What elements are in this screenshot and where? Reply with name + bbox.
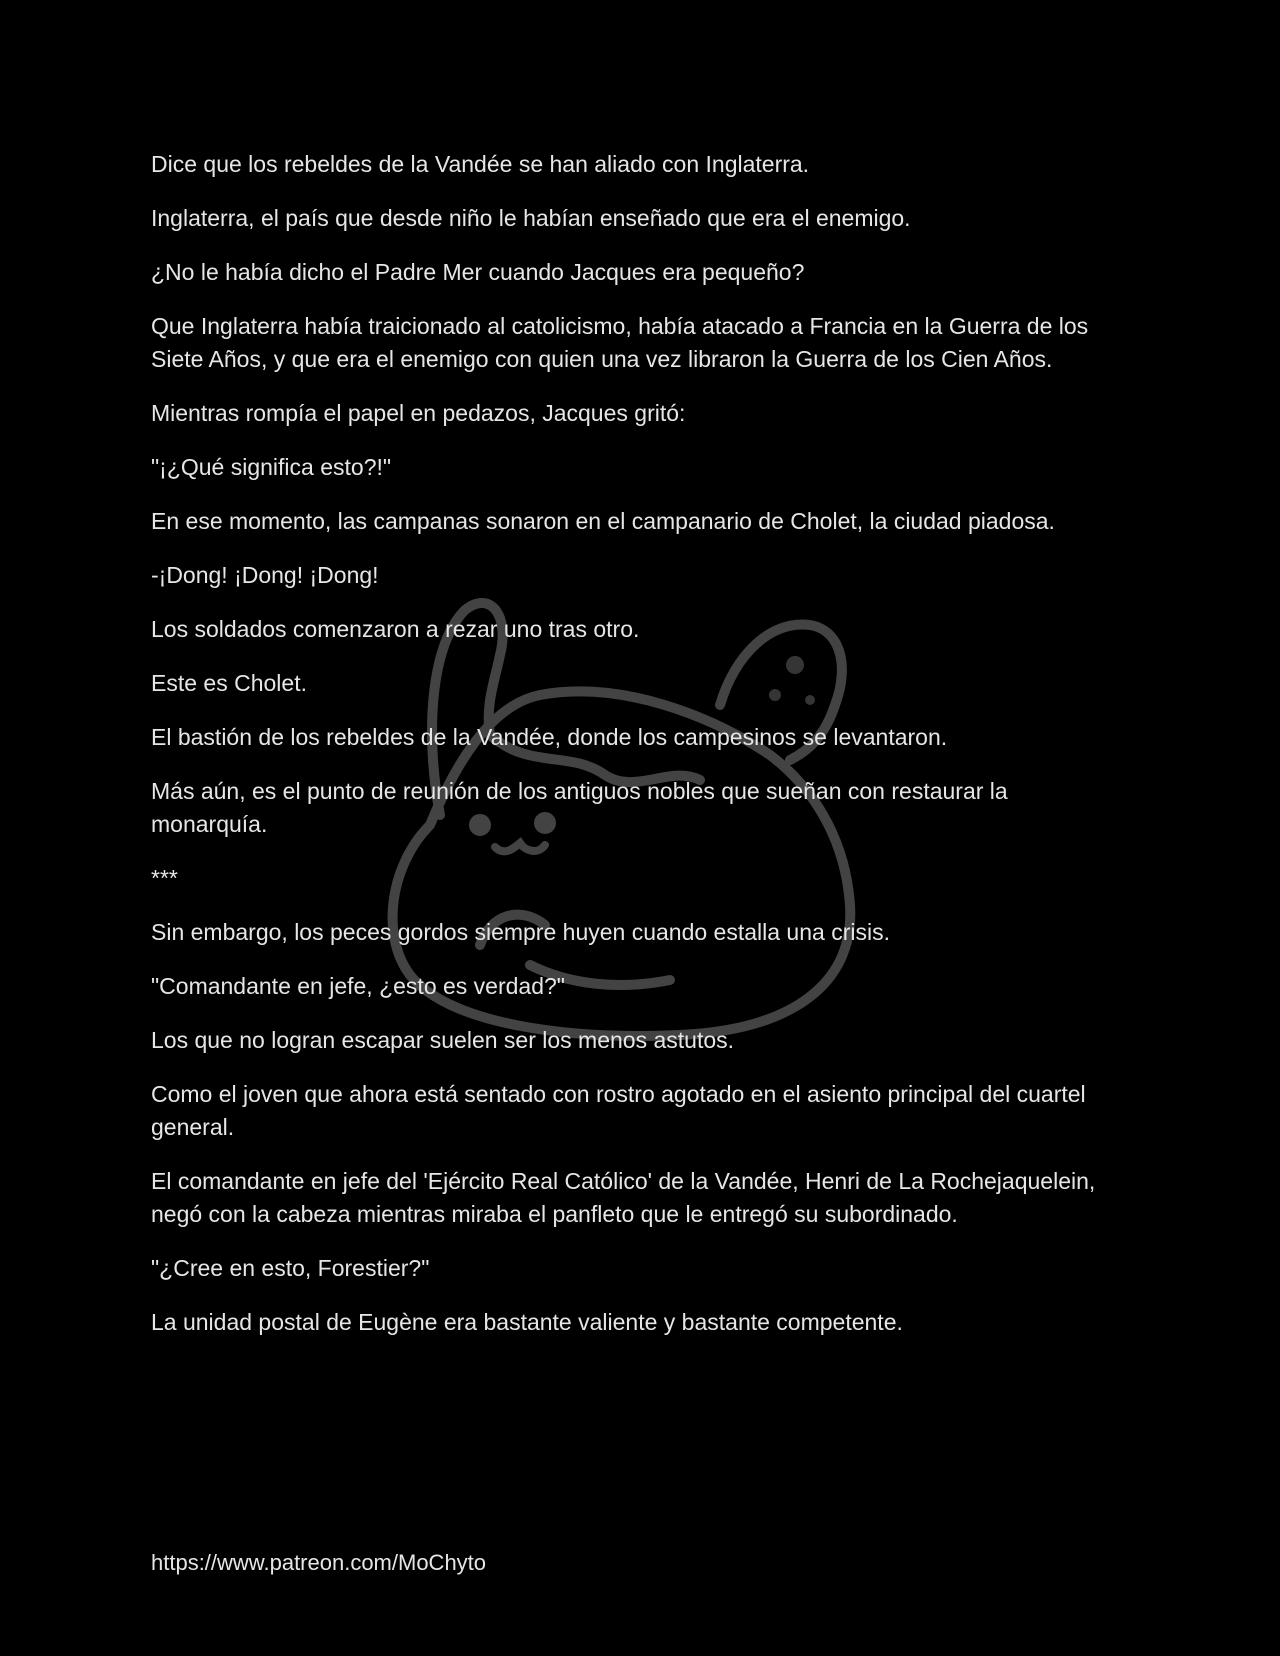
paragraph: "¡¿Qué significa esto?!" [151, 454, 392, 480]
paragraph: Este es Cholet. [151, 670, 307, 696]
paragraph: ¿No le había dicho el Padre Mer cuando Jacques era pequeño? [151, 259, 805, 285]
chapter-text [151, 148, 1111, 1360]
paragraph: Que Inglaterra había traicionado al catolicismo, había atacado a Francia en la Guerra de los Siete Años, y que era el enemigo con quien una vez libraron la Guerra de los Cien Años. [151, 313, 1089, 372]
paragraph: Como el joven que ahora está sentado con rostro agotado en el asiento principal del cuartel general. [151, 1081, 1086, 1140]
paragraph: Sin embargo, los peces gordos siempre huyen cuando estalla una crisis. [151, 919, 890, 945]
paragraph: -¡Dong! ¡Dong! ¡Dong! [151, 562, 379, 588]
paragraph: Dice que los rebeldes de la Vandée se han aliado con Inglaterra. [151, 151, 810, 177]
paragraph: Los soldados comenzaron a rezar uno tras otro. [151, 616, 640, 642]
paragraph: El comandante en jefe del 'Ejército Real Católico' de la Vandée, Henri de La Rochejaquelein, negó con la cabeza mientras miraba el panfleto que le entregó su subordinado. [151, 1168, 1096, 1227]
paragraph: "¿Cree en esto, Forestier?" [151, 1255, 430, 1281]
section-separator: *** [151, 865, 178, 891]
patreon-link[interactable]: https://www.patreon.com/MoChyto [151, 1550, 487, 1575]
paragraph: En ese momento, las campanas sonaron en el campanario de Cholet, la ciudad piadosa. [151, 508, 1055, 534]
paragraph: La unidad postal de Eugène era bastante valiente y bastante competente. [151, 1309, 903, 1335]
paragraph: Inglaterra, el país que desde niño le habían enseñado que era el enemigo. [151, 205, 911, 231]
paragraph: "Comandante en jefe, ¿esto es verdad?" [151, 973, 565, 999]
paragraph: El bastión de los rebeldes de la Vandée, donde los campesinos se levantaron. [151, 724, 948, 750]
paragraph: Los que no logran escapar suelen ser los menos astutos. [151, 1027, 735, 1053]
paragraph: Mientras rompía el papel en pedazos, Jacques gritó: [151, 400, 686, 426]
paragraph: Más aún, es el punto de reunión de los antiguos nobles que sueñan con restaurar la monarquía. [151, 778, 1008, 837]
